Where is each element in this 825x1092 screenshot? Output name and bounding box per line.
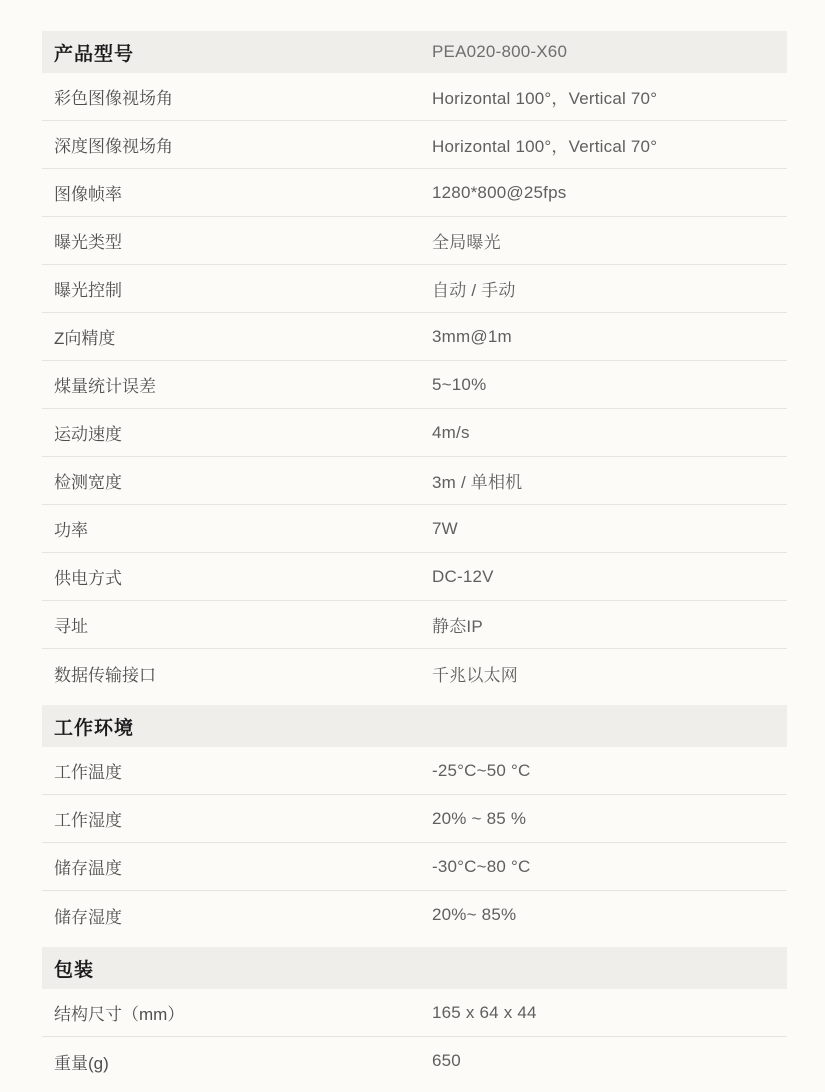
- spec-label: 重量(g): [54, 1053, 109, 1073]
- spec-value: 165 x 64 x 44: [432, 1002, 537, 1022]
- spec-value: 3m / 单相机: [432, 473, 523, 492]
- spec-row-weight: [42, 1037, 787, 1085]
- spec-row-power-supply: [42, 553, 787, 601]
- spec-value: 自动 / 手动: [432, 281, 516, 300]
- spec-row-power: [42, 505, 787, 553]
- spec-row-storage-temp: [42, 843, 787, 891]
- spec-row-depth-fov: [42, 121, 787, 169]
- spec-value: 1280*800@25fps: [432, 182, 567, 202]
- spec-label: 深度图像视场角: [54, 137, 173, 156]
- spec-label: 图像帧率: [54, 185, 122, 204]
- spec-value: 20% ~ 85 %: [432, 808, 527, 828]
- spec-value: 20%~ 85%: [432, 905, 517, 924]
- spec-table: [42, 31, 787, 1085]
- spec-value: 4m/s: [432, 422, 470, 442]
- spec-value: 静态IP: [432, 617, 483, 636]
- section-header-packaging: [42, 947, 787, 989]
- spec-label: 煤量统计误差: [54, 377, 156, 396]
- spec-value: 3mm@1m: [432, 326, 512, 346]
- spec-label: 数据传输接口: [54, 665, 156, 685]
- section-header-product-model: [42, 31, 787, 73]
- spec-value: 千兆以太网: [432, 665, 518, 685]
- spec-label: 供电方式: [54, 569, 122, 588]
- spec-value: Horizontal 100°，Vertical 70°: [432, 89, 658, 108]
- spec-row-color-fov: [42, 73, 787, 121]
- spec-label: 储存温度: [54, 859, 122, 878]
- section-title: 包装: [54, 959, 95, 981]
- section-header-work-environment: [42, 705, 787, 747]
- spec-label: 结构尺寸（mm）: [54, 1005, 185, 1024]
- spec-label: 工作湿度: [54, 811, 122, 830]
- spec-label: 彩色图像视场角: [54, 89, 173, 108]
- spec-row-motion-speed: [42, 409, 787, 457]
- spec-label: 检测宽度: [54, 473, 122, 492]
- spec-value: DC-12V: [432, 566, 494, 586]
- spec-row-work-humidity: [42, 795, 787, 843]
- spec-row-frame-rate: [42, 169, 787, 217]
- spec-row-work-temp: [42, 747, 787, 795]
- spec-label: 曝光类型: [54, 233, 122, 252]
- spec-value: 650: [432, 1051, 461, 1070]
- section-title: 工作环境: [54, 717, 135, 739]
- spec-row-addressing: [42, 601, 787, 649]
- section-title: 产品型号: [54, 43, 135, 65]
- spec-label: 曝光控制: [54, 281, 122, 300]
- spec-row-exposure-control: [42, 265, 787, 313]
- spec-row-storage-humidity: [42, 891, 787, 939]
- spec-row-dimensions: [42, 989, 787, 1037]
- spec-row-detect-width: [42, 457, 787, 505]
- spec-row-z-accuracy: [42, 313, 787, 361]
- spec-label: 寻址: [54, 617, 88, 636]
- spec-label: 功率: [54, 521, 88, 540]
- spec-value: -30°C~80 °C: [432, 856, 531, 876]
- spec-value: Horizontal 100°，Vertical 70°: [432, 137, 658, 156]
- spec-row-coal-error: [42, 361, 787, 409]
- spec-row-data-interface: [42, 649, 787, 697]
- spec-value: 7W: [432, 518, 458, 538]
- spec-label: 工作温度: [54, 763, 122, 782]
- spec-value: 全局曝光: [432, 233, 501, 252]
- product-model-value: PEA020-800-X60: [432, 42, 568, 61]
- spec-row-exposure-type: [42, 217, 787, 265]
- spec-label: 储存湿度: [54, 907, 122, 927]
- spec-value: -25°C~50 °C: [432, 760, 531, 780]
- spec-label: 运动速度: [54, 425, 122, 444]
- spec-value: 5~10%: [432, 374, 487, 394]
- spec-label: Z向精度: [54, 329, 116, 348]
